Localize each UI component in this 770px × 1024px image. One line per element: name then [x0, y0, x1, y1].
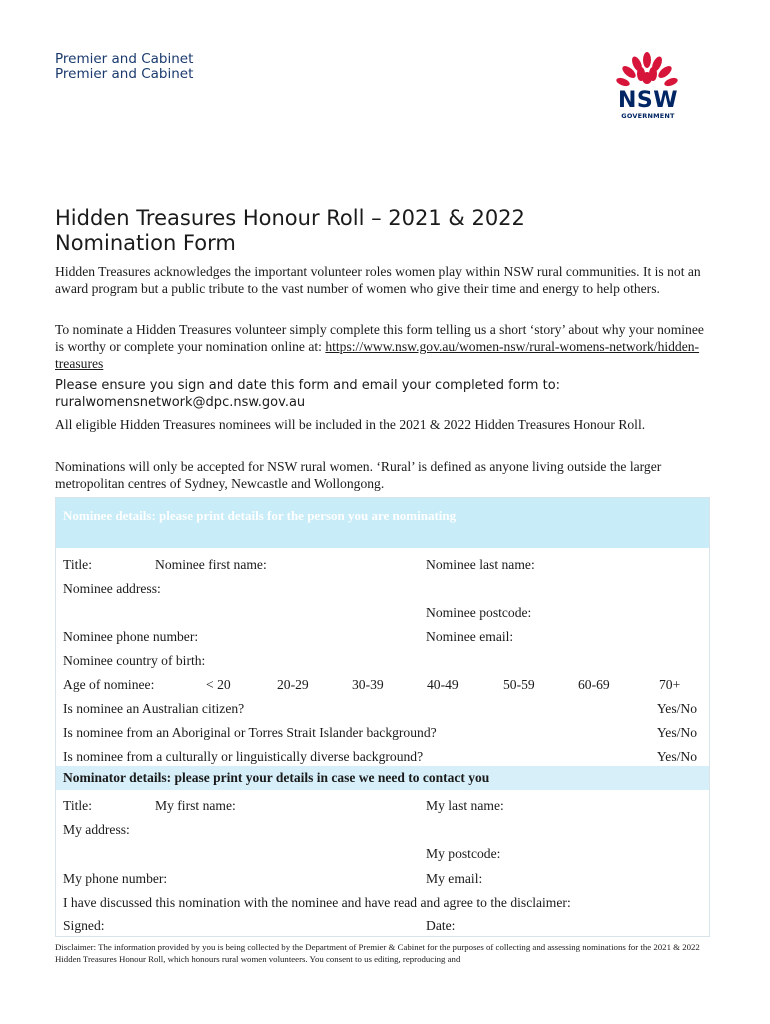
online-nomination-link[interactable]: https://www.nsw.gov.au/women-nsw/rural-womens-network/hidden-treasures [55, 339, 700, 371]
nominator-phone-field[interactable]: My phone number: [63, 871, 168, 886]
department-line-2: Premier and Cabinet [55, 66, 194, 82]
nominee-section-header [56, 498, 709, 548]
intro-paragraph-3 [55, 377, 715, 411]
nominee-phone-field[interactable]: Nominee phone number: [63, 629, 199, 644]
page-title [55, 206, 525, 256]
age-option[interactable]: 30-39 [352, 677, 384, 692]
diverse-yes-no[interactable]: Yes/No [656, 749, 697, 764]
department-line-1: Premier and Cabinet [55, 51, 194, 67]
nominee-first-name-field[interactable]: Nominee first name: [155, 557, 267, 572]
diverse-question: Is nominee from a culturally or linguistically diverse background? [63, 749, 424, 764]
age-option[interactable]: 40-49 [427, 677, 459, 692]
age-option[interactable]: < 20 [206, 677, 231, 692]
nominee-country-field[interactable]: Nominee country of birth: [63, 653, 206, 668]
nominee-postcode-field[interactable]: Nominee postcode: [426, 605, 532, 620]
email-address: ruralwomensnetwork@dpc.nsw.gov.au [55, 395, 306, 410]
nomination-form [55, 497, 710, 937]
nominee-email-field[interactable]: Nominee email: [426, 629, 514, 644]
nominee-age-label: Age of nominee: [63, 677, 155, 692]
nominee-title-field[interactable]: Title: [63, 557, 92, 572]
intro-paragraph-1: Hidden Treasures acknowledges the important volunteer roles women play within NSW rural communities. It is not an award program but a public tribute to the vast number of women who give their time and energy to help others. [55, 264, 701, 296]
nominator-last-name-field[interactable]: My last name: [426, 798, 504, 813]
aboriginal-question: Is nominee from an Aboriginal or Torres Strait Islander background? [63, 725, 437, 740]
agreement-statement: I have discussed this nomination with the nominee and have read and agree to the disclaimer: [63, 895, 571, 910]
nominator-first-name-field[interactable]: My first name: [155, 798, 236, 813]
logo-nsw-text: NSW [617, 88, 679, 113]
nominator-title-field[interactable]: Title: [63, 798, 92, 813]
nominator-postcode-field[interactable]: My postcode: [426, 846, 501, 861]
intro-paragraph-5: Nominations will only be accepted for NSW rural women. ‘Rural’ is defined as anyone living outside the larger metropolitan centres of Sydney, Newcastle and Wollongong. [55, 459, 662, 491]
title-line-1: Hidden Treasures Honour Roll – 2021 & 2022 [55, 206, 525, 230]
nominator-email-field[interactable]: My email: [426, 871, 483, 886]
citizen-yes-no[interactable]: Yes/No [656, 701, 697, 716]
age-option[interactable]: 60-69 [578, 677, 610, 692]
disclaimer-text: Disclaimer: The information provided by you is being collected by the Department of Premier & Cabinet for the purposes of collecting and assessing nominations for the 2021 & 2022 Hidden Treasures Honour Roll, which honours rural women volunteers. You consent to us editing, reproducing and [55, 942, 700, 964]
nominator-section-title: Nominator details: please print your details in case we need to contact you [63, 770, 490, 785]
age-option[interactable]: 20-29 [277, 677, 309, 692]
nominator-address-field[interactable]: My address: [63, 822, 130, 837]
nominee-address-field[interactable]: Nominee address: [63, 581, 161, 596]
intro-paragraph-2 [55, 321, 715, 372]
nominator-section-header [56, 766, 709, 790]
nominee-last-name-field[interactable]: Nominee last name: [426, 557, 535, 572]
date-field[interactable]: Date: [426, 918, 456, 933]
intro-paragraph-2-text: To nominate a Hidden Treasures volunteer simply complete this form telling us a short ‘story’ about why your nominee is worthy or complete your nomination online at: [55, 322, 704, 354]
department-name [55, 52, 193, 82]
logo-government-text: GOVERNMENT [621, 112, 675, 120]
nominee-section-title: Nominee details: please print details for the person you are nominating [63, 508, 457, 523]
age-option[interactable]: 70+ [659, 677, 681, 692]
title-line-2: Nomination Form [55, 231, 236, 255]
citizen-question: Is nominee an Australian citizen? [63, 701, 245, 716]
age-option[interactable]: 50-59 [503, 677, 535, 692]
intro-paragraph-4: All eligible Hidden Treasures nominees will be included in the 2021 & 2022 Hidden Treasures Honour Roll. [55, 417, 646, 432]
nsw-government-wordmark [613, 90, 683, 120]
signature-field[interactable]: Signed: [63, 918, 105, 933]
email-instruction: Please ensure you sign and date this form and email your completed form to: [55, 378, 561, 393]
aboriginal-yes-no[interactable]: Yes/No [656, 725, 697, 740]
